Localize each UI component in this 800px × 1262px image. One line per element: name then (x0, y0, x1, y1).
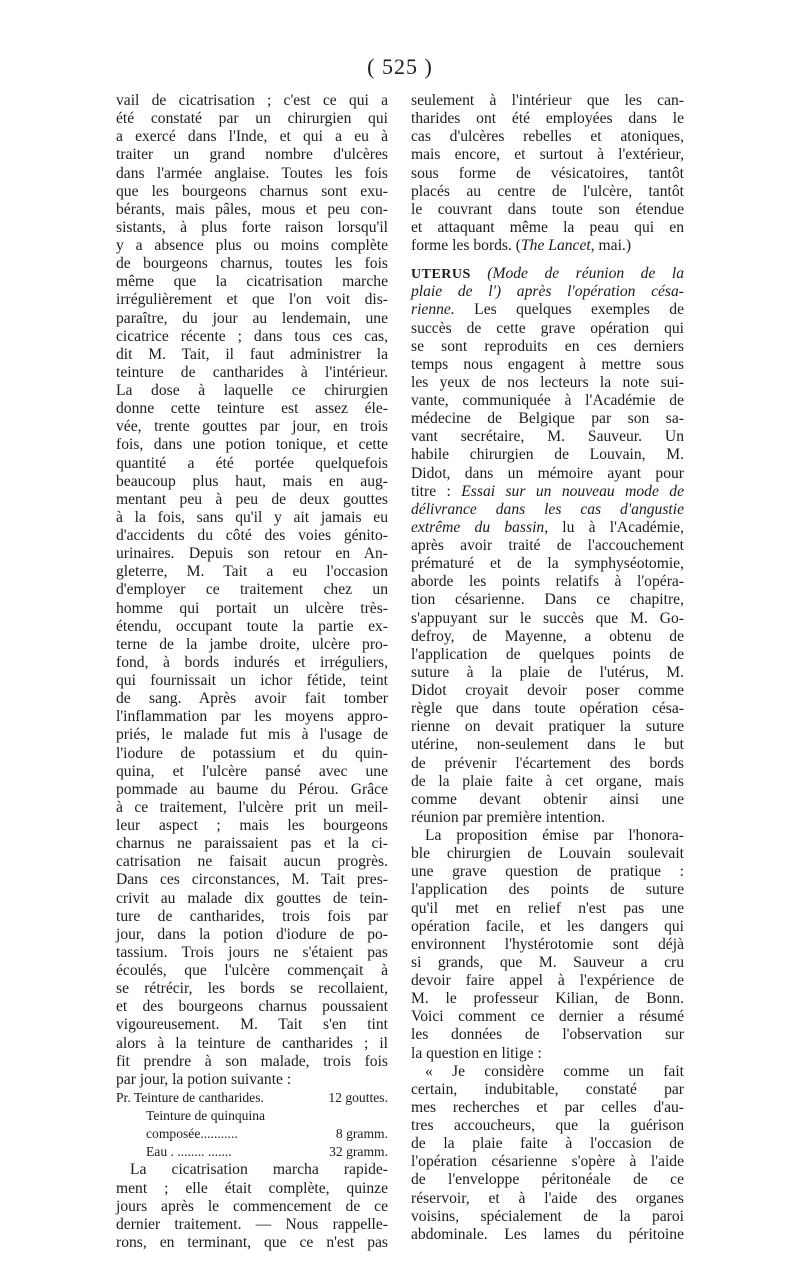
text-line: traiter un grand nombre d'ulcères (116, 146, 388, 164)
uterus-paragraph-continued (411, 537, 684, 827)
text-line: tion césarienne. Dans ce chapitre, (411, 591, 684, 609)
text-line: si grands, que M. Sauveur a cru (411, 953, 684, 971)
right-column (411, 92, 684, 1244)
text-line: règle que dans toute opération césa- (411, 700, 684, 718)
article-heading: UTERUS (Mode de réunion de la (411, 265, 684, 283)
text-line: La proposition émise par l'honora- (425, 827, 684, 844)
text-line: fit prendre à son malade, trois fois (116, 1052, 388, 1070)
text-line: rienne on devait pratiquer la suture (411, 718, 684, 736)
left-column (116, 92, 388, 1252)
kilian-quote-paragraph (411, 1063, 684, 1244)
text-line: ment ; elle était complète, quinze (116, 1179, 388, 1197)
recipe-amount: 8 gramm. (335, 1126, 388, 1142)
text-line: succès de cette grave opération qui (411, 319, 684, 337)
text-line: même que la cicatrisation marche (116, 273, 388, 291)
text-line: que les bourgeons charnus sont exu- (116, 182, 388, 200)
text-line: vail de cicatrisation ; c'est ce qui a (116, 92, 388, 109)
text-line: sistants, à plus forte raison lorsqu'il (116, 218, 388, 236)
text-line: Didot, dans un mémoire ayant pour (411, 464, 684, 482)
recipe-line (116, 1107, 388, 1125)
lancet-paragraph (411, 92, 684, 237)
prescription-recipe (116, 1089, 388, 1162)
text-line: tharides ont été employées dans le (411, 110, 684, 128)
text-line: et des bourgeons charnus poussaient (116, 998, 388, 1016)
text-line: teinture de cantharides à l'intérieur. (116, 363, 388, 381)
text-line: réunion par première intention. (411, 808, 605, 826)
text-line: l'inflammation par les moyens appro- (116, 708, 388, 726)
text-line: après avoir traité de l'accouchement (411, 537, 684, 554)
text-line: à la fois, sans qu'il y ait jamais eu (116, 508, 388, 526)
text-line: urinaires. Depuis son retour en An- (116, 545, 388, 563)
text-line: bérants, mais pâles, mous et peu con- (116, 200, 388, 218)
text-line: dit M. Tait, il faut administrer la (116, 345, 388, 363)
text-line: dans l'armée anglaise. Toutes les fois (116, 164, 388, 182)
text-line: rienne. Les quelques exemples de (411, 301, 684, 319)
text-line: se sont reproduits en ces derniers (411, 337, 684, 355)
left-column-closing (116, 1161, 388, 1252)
text-line: aborde les points relatifs à l'opéra- (411, 573, 684, 591)
text-line: jour, dans la potion d'iodure de po- (116, 925, 388, 943)
text-line: y a absence plus ou moins complète (116, 237, 388, 254)
text-line: dernier traitement. — Nous rappelle- (116, 1215, 388, 1233)
text-line: de la plaie faite à l'occasion de (411, 1135, 684, 1153)
text-line: ture de cantharides, trois fois par (116, 907, 388, 925)
text-line: donne cette teinture est assez éle- (116, 400, 388, 418)
text-line: médecine de Belgique par son sa- (411, 410, 684, 428)
text-line: placés au centre de l'ulcère, tantôt (411, 182, 684, 200)
text-line: prématuré et de la symphyséotomie, (411, 555, 684, 573)
text-line: Voici comment ce dernier a résumé (411, 1008, 684, 1026)
text-line: a exercé dans l'Inde, et qui a eu à (116, 128, 388, 146)
text-line: fois, dans une potion tonique, et cette (116, 436, 388, 454)
text-line: écoulés, que l'ulcère commençait à (116, 962, 388, 979)
text-line: cas d'ulcères rebelles et atoniques, (411, 128, 684, 146)
text-line: forme les bords. (The Lancet, mai.) (411, 237, 632, 254)
text-line: opération facile, et les dangers qui (411, 917, 684, 935)
recipe-ingredient: Pr. Teinture de cantharides. (116, 1089, 264, 1105)
text-line: certain, indubitable, constaté par (411, 1080, 684, 1098)
text-line: Dans ces circonstances, M. Tait pres- (116, 871, 388, 889)
text-line: la question en litige : (411, 1044, 542, 1062)
text-line: d'accidents du côté des voies génito- (116, 527, 388, 544)
text-line: crivit au malade dix gouttes de tein- (116, 889, 388, 907)
text-line: de bourgeons charnus, toutes les fois (116, 255, 388, 273)
text-line: mes recherches et par celles d'au- (411, 1098, 684, 1116)
text-line: délivrance dans les cas d'angustie (411, 500, 684, 518)
text-line: paraître, du jour au lendemain, une (116, 309, 388, 327)
text-line: se rétrécir, les bords se recollaient, (116, 980, 388, 998)
text-line: vée, trente gouttes par jour, en trois (116, 418, 388, 436)
text-line: rons, en terminant, que ce n'est pas (116, 1233, 388, 1251)
text-line: beaucoup plus haut, mais en aug- (116, 472, 388, 490)
text-line: homme qui portait un ulcère très- (116, 599, 388, 617)
text-line: extrême du bassin, lu à l'Académie, (411, 518, 684, 536)
text-line: qu'il met en relief n'est pas une (411, 899, 684, 917)
text-line: quantité a été portée quelquefois (116, 454, 388, 472)
text-line: leur aspect ; mais les bourgeons (116, 817, 388, 834)
text-line: l'application de quelques points de (411, 645, 684, 663)
recipe-ingredient: Eau . ........ ....... (146, 1144, 232, 1160)
text-line: été constaté par un chirurgien qui (116, 110, 388, 128)
text-line: de sang. Après avoir fait tomber (116, 690, 388, 708)
text-line: tassium. Trois jours ne s'étaient pas (116, 943, 388, 961)
text-line: les données de l'observation sur (411, 1026, 684, 1044)
text-line: temps nous engagent à mettre sous (411, 355, 684, 373)
text-line: voisins, spécialement de la paroi (411, 1207, 684, 1225)
text-line: La dose à laquelle ce chirurgien (116, 382, 388, 399)
text-line: de l'enveloppe péritonéale de ce (411, 1171, 684, 1189)
text-line: le couvrant dans toute son étendue (411, 200, 684, 218)
recipe-ingredient: composée........... (146, 1126, 238, 1142)
proposition-paragraph (411, 827, 684, 1063)
text-line: vigoureusement. M. Tait s'en tint (116, 1016, 388, 1034)
text-line: tres accoucheurs, que la guérison (411, 1117, 684, 1134)
recipe-line (116, 1089, 388, 1107)
text-line: irrégulièrement et que l'on voit dis- (116, 291, 388, 309)
text-line: s'appuyant sur le succès que M. Go- (411, 609, 684, 627)
text-line: vante, communiquée à l'Académie de (411, 392, 684, 409)
source-citation: The Lancet (521, 237, 591, 254)
text-line: les yeux de nos lecteurs la note sui- (411, 373, 684, 391)
text-line: cicatrice récente ; dans tous ces cas, (116, 327, 388, 345)
page-number: ( 525 ) (367, 54, 433, 79)
text-line: de la plaie faite à cet organe, mais (411, 772, 684, 790)
recipe-line (116, 1125, 388, 1143)
recipe-amount (382, 1107, 388, 1125)
text-line: charnus ne paraissaient pas et la ci- (116, 835, 388, 853)
text-line: Didot croyait devoir poser comme (411, 682, 684, 699)
text-line: devoir faire appel à l'expérience de (411, 972, 684, 989)
text-line: par jour, la potion suivante : (116, 1070, 292, 1088)
text-line: gleterre, M. Tait a eu l'occasion (116, 563, 388, 581)
text-line: et attaquant même la peau qui en (411, 218, 684, 236)
text-line: l'application des points de suture (411, 881, 684, 899)
text-line: jours après le commencement de ce (116, 1197, 388, 1215)
article-keyword: UTERUS (411, 267, 471, 283)
text-line: d'employer ce traitement chez un (116, 581, 388, 599)
text-line: abdominale. Les lames du péritoine (411, 1225, 684, 1243)
text-line: sous forme de vésicatoires, tantôt (411, 164, 684, 182)
text-line: priés, le malade fut mis à l'usage de (116, 726, 388, 744)
text-line: l'opération césarienne s'opère à l'aide (411, 1153, 684, 1171)
text-line: quina, et l'ulcère pansé avec une (116, 762, 388, 780)
text-line: comme devant obtenir ainsi une (411, 790, 684, 808)
left-column-body (116, 92, 388, 1089)
text-line: suture à la plaie de l'utérus, M. (411, 663, 684, 681)
text-line: ble chirurgien de Louvain soulevait (411, 845, 684, 863)
text-line: réservoir, et à l'aide des organes (411, 1189, 684, 1207)
text-line: La cicatrisation marcha rapide- (130, 1161, 388, 1179)
text-line: seulement à l'intérieur que les can- (411, 92, 684, 109)
text-line: mentant peu à peu de deux gouttes (116, 490, 388, 508)
text-line: étendu, occupant toute la partie ex- (116, 617, 388, 635)
text-line: de prévenir l'écartement des bords (411, 754, 684, 772)
text-line: une grave question de pratique : (411, 863, 684, 881)
uterus-paragraph (411, 320, 684, 483)
recipe-amount: 12 gouttes. (328, 1089, 388, 1105)
text-line: fond, à bords indurés et irréguliers, (116, 653, 388, 671)
text-line: « Je considère comme un fait (425, 1062, 684, 1080)
text-line: habile chirurgien de Louvain, M. (411, 446, 684, 464)
recipe-ingredient: Teinture de quinquina (146, 1108, 266, 1123)
text-line: vant secrétaire, M. Sauveur. Un (411, 428, 684, 446)
text-line: l'iodure de potassium et du quin- (116, 744, 388, 762)
text-line: M. le professeur Kilian, de Bonn. (411, 990, 684, 1008)
recipe-amount: 32 gramm. (329, 1144, 388, 1160)
text-line: catrisation ne faisait aucun progrès. (116, 853, 388, 871)
text-line: à ce traitement, l'ulcère prit un meil- (116, 798, 388, 816)
recipe-line (116, 1143, 388, 1161)
text-line: qui fournissait un ichor fétide, teint (116, 672, 388, 689)
memoir-title: Essai sur un nouveau mode de (461, 482, 684, 500)
text-line: terne de la jambe droite, ulcère pro- (116, 635, 388, 653)
text-line: pommade au baume du Pérou. Grâce (116, 780, 388, 798)
text-line: utérine, non-seulement dans le but (411, 736, 684, 754)
text-line: mais encore, et surtout à l'extérieur, (411, 146, 684, 164)
text-line: environnent l'hystérotomie sont déjà (411, 935, 684, 953)
text-line: titre : Essai sur un nouveau mode de (411, 482, 684, 500)
text-line: plaie de l') après l'opération césa- (411, 283, 684, 301)
text-line: alors à la teinture de cantharides ; il (116, 1034, 388, 1052)
text-line: defroy, de Mayenne, a obtenu de (411, 627, 684, 645)
